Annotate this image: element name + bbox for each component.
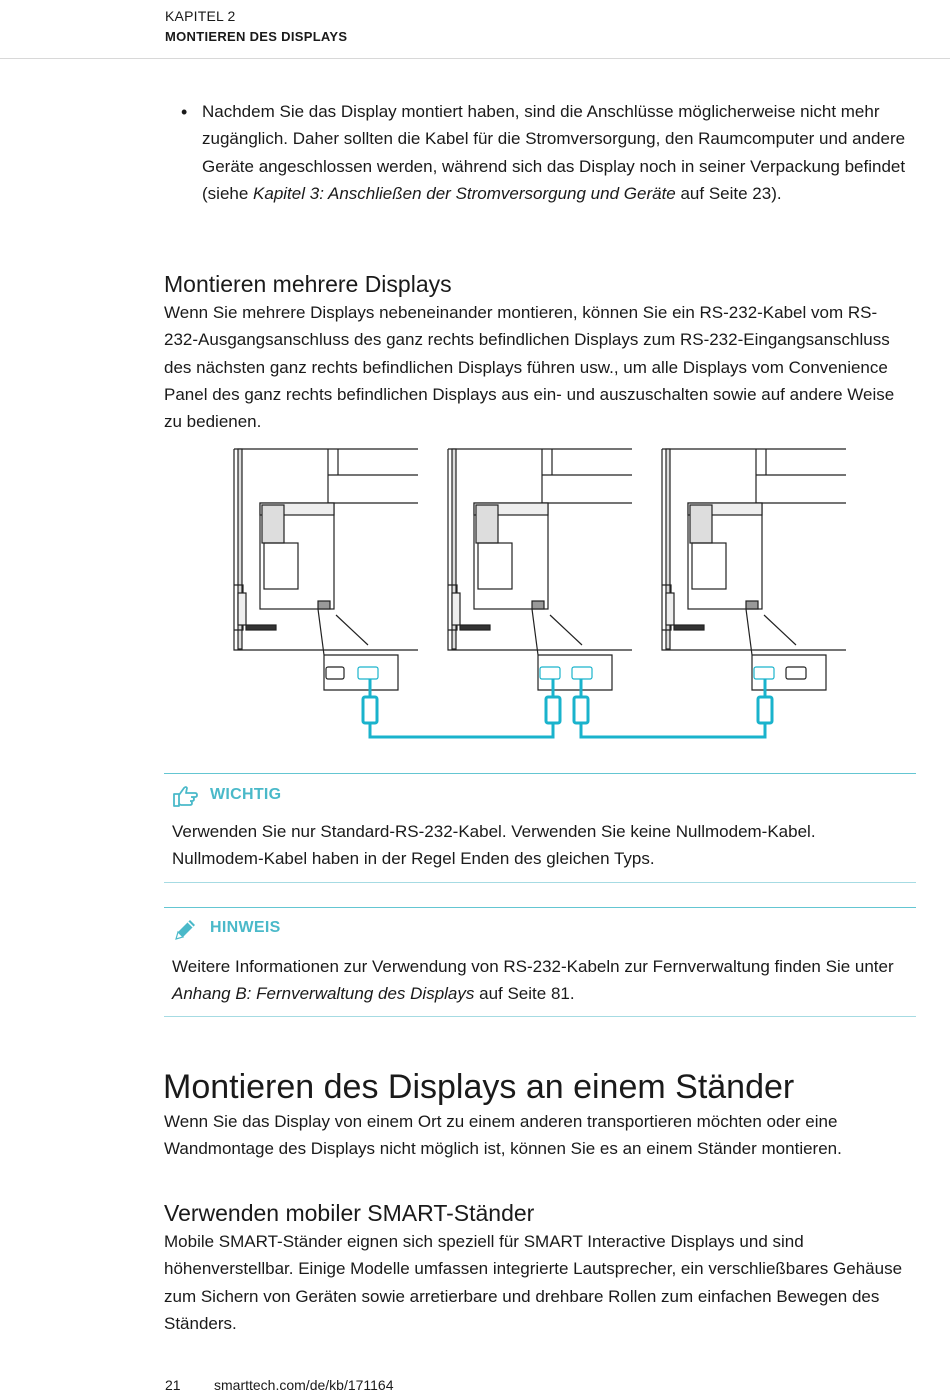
- section-heading-multi: Montieren mehrere Displays: [164, 271, 452, 297]
- bullet-text: [202, 98, 922, 207]
- bullet-dot: •: [181, 102, 188, 122]
- note-text-after: auf Seite 81.: [474, 984, 575, 1004]
- important-box-top-rule: [164, 773, 916, 774]
- chapter-label: KAPITEL 2: [165, 8, 236, 24]
- chapter3-link[interactable]: Kapitel 3: Anschließen der Stromversorgung und Geräte: [253, 183, 676, 203]
- bullet-text-after: auf Seite 23).: [675, 183, 782, 203]
- section-paragraph-stand: Wenn Sie das Display von einem Ort zu einem anderen transportieren möchten oder eine Wandmontage des Displays nicht möglich ist, können Sie es an einem Ständer montieren.: [164, 1112, 842, 1159]
- display-2: [448, 449, 632, 690]
- note-text-before: Weitere Informationen zur Verwendung von RS-232-Kabeln zur Fernverwaltung finden Sie unter: [172, 957, 894, 976]
- important-box-bottom-rule: [164, 882, 916, 883]
- note-title: HINWEIS: [210, 919, 281, 936]
- display-3: [662, 449, 846, 690]
- section-heading-stand: Montieren des Displays an einem Ständer: [163, 1068, 795, 1106]
- appendix-b-link[interactable]: Anhang B: Fernverwaltung des Displays: [172, 984, 475, 1004]
- page-number: 21: [165, 1377, 181, 1393]
- bullet-text-before: Nachdem Sie das Display montiert haben, sind die Anschlüsse möglicherweise nicht mehr zugänglich. Daher sollten die Kabel für die Stromversorgung, den Raumcomputer und andere Geräte angeschlossen werden, während sich das Display noch in seiner Verpackung befindet (siehe: [202, 102, 906, 203]
- important-text: Verwenden Sie nur Standard-RS-232-Kabel. Verwenden Sie keine Nullmodem-Kabel. Nullmodem-Kabel haben in der Regel Enden des gleichen Typs.: [172, 822, 816, 869]
- daisy-chain-diagram: [228, 445, 853, 745]
- important-title: WICHTIG: [210, 786, 282, 803]
- note-box-bottom-rule: [164, 1016, 916, 1017]
- section-paragraph-mobile: Mobile SMART-Ständer eignen sich speziell für SMART Interactive Displays und sind höhenverstellbar. Einige Modelle umfassen integrierte Lautsprecher, ein verschließbares Gehäuse zum Sichern von Geräten sowie arretierbare und drehbare Rollen zum einfachen Bewegen des Ständers.: [164, 1232, 903, 1333]
- note-text: [172, 953, 912, 1008]
- pencil-icon: [172, 917, 198, 943]
- header-divider: [0, 58, 950, 59]
- rs232-cables: [363, 679, 772, 737]
- footer-url[interactable]: smarttech.com/de/kb/171164: [214, 1377, 394, 1393]
- pointing-hand-icon: [172, 784, 198, 808]
- chapter-title: MONTIEREN DES DISPLAYS: [165, 29, 348, 44]
- display-1: [234, 449, 418, 690]
- section-paragraph-multi: Wenn Sie mehrere Displays nebeneinander montieren, können Sie ein RS-232-Kabel vom RS-232-Ausgangsanschluss des ganz rechts befindlichen Displays zum RS-232-Eingangsanschluss des nächsten ganz rechts befindlichen Displays führen usw., um alle Displays vom Convenience Panel des ganz rechts befindlichen Displays aus ein- und auszuschalten sowie auf andere Weise zu bedienen.: [164, 303, 895, 432]
- section-heading-mobile: Verwenden mobiler SMART-Ständer: [164, 1200, 535, 1226]
- note-box-top-rule: [164, 907, 916, 908]
